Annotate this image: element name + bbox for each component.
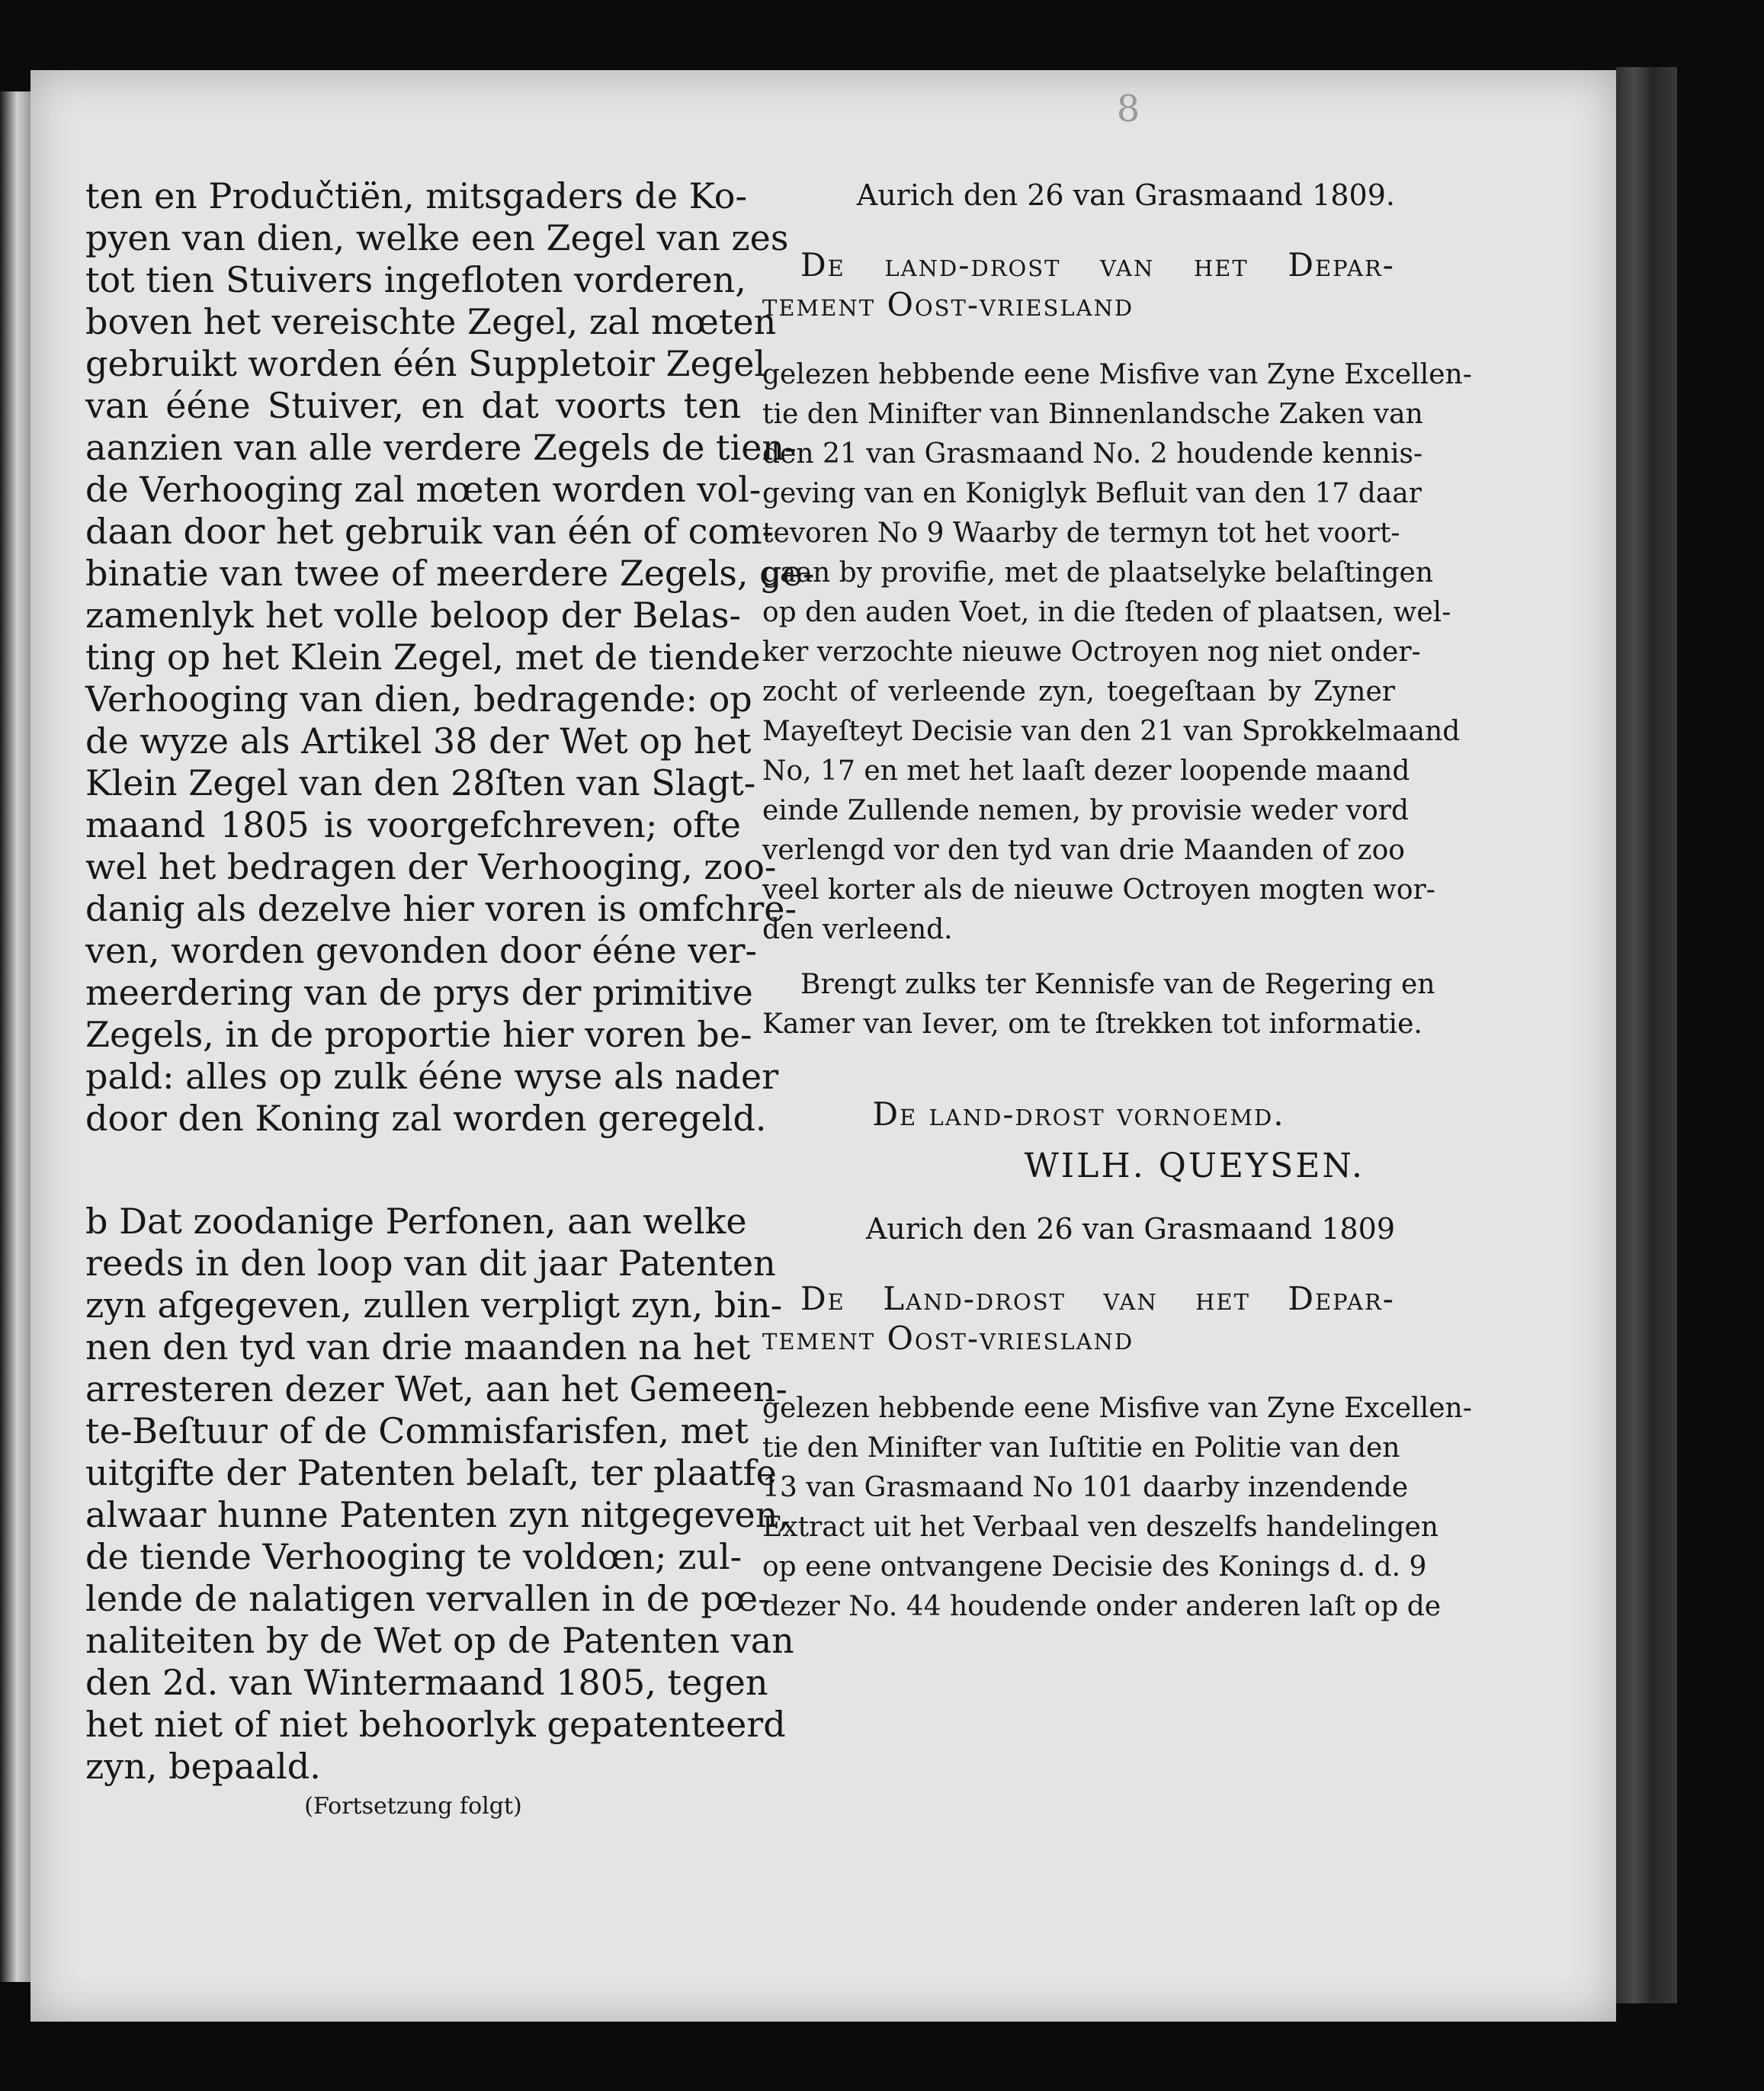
text-line: geving van en Koniglyk Befluit van den 17 daar — [762, 478, 1422, 509]
text-line: te-Beſtuur of de Commisfarisfen, met — [85, 1410, 749, 1451]
text-line: daan door het gebruik van één of com- — [85, 511, 775, 552]
text-line: zamenlyk het volle beloop der Belas- — [85, 595, 741, 636]
text-line: ting op het Klein Zegel, met de tiende — [85, 637, 761, 678]
text-line: zocht of verleende zyn, toegeſtaan by Zyner — [762, 676, 1395, 707]
text-line: gaan by provifie, met de plaatselyke belaſtingen — [762, 557, 1434, 588]
text-line: ker verzochte nieuwe Octroyen nog niet onder- — [762, 637, 1421, 668]
notice-closing-1 — [762, 965, 1435, 1044]
text-line: tie den Minifter van Iuſtitie en Politie van den — [762, 1432, 1400, 1464]
text-line: reeds in den loop van dit jaar Patenten — [85, 1243, 776, 1284]
text-line: zyn afgegeven, zullen verpligt zyn, bin- — [85, 1284, 783, 1326]
text-line: wel het bedragen der Verhooging, zoo- — [85, 846, 777, 887]
signature-title: De land-drost vornoemd. — [872, 1095, 1285, 1133]
notice-body-1 — [762, 355, 1472, 950]
continuation-note: (Fortsetzung folgt) — [304, 1793, 522, 1820]
section-heading: tement Oost-vriesland — [762, 1320, 1134, 1357]
text-line: ten en Produčtiën, mitsgaders de Ko- — [85, 175, 748, 216]
text-line: 13 van Grasmaand No 101 daarby inzendende — [762, 1472, 1409, 1503]
left-column — [85, 175, 815, 1826]
text-line: einde Zullende nemen, by provisie weder vord — [762, 795, 1410, 826]
text-line: maand 1805 is voorgefchreven; ofte — [85, 804, 741, 845]
text-line: No, 17 en met het laaſt dezer loopende maand — [762, 755, 1410, 787]
text-line: tot tien Stuivers ingefloten vorderen, — [85, 259, 746, 300]
text-line: gelezen hebbende eene Misfive van Zyne Excellen- — [762, 359, 1472, 390]
date-line: Aurich den 26 van Grasmaand 1809. — [856, 178, 1395, 212]
text-line: pyen van dien, welke een Zegel van zes — [85, 217, 789, 258]
text-line: tie den Minifter van Binnenlandsche Zaken van — [762, 399, 1423, 430]
text-line: Zegels, in de proportie hier voren be- — [85, 1014, 752, 1055]
left-page-edge — [0, 91, 30, 1982]
text-line: lende de nalatigen vervallen in de pœ- — [85, 1578, 770, 1619]
text-line: arresteren dezer Wet, aan het Gemeen- — [85, 1368, 787, 1410]
text-line: door den Koning zal worden geregeld. — [85, 1098, 767, 1139]
text-line: ven, worden gevonden door ééne ver- — [85, 930, 758, 971]
left-paragraph-2 — [85, 1201, 794, 1788]
right-column — [762, 175, 1472, 1627]
text-line: verlengd vor den tyd van drie Maanden of zoo — [762, 835, 1405, 866]
text-line: de tiende Verhooging te voldœn; zul- — [85, 1536, 742, 1577]
text-line: meerdering van de prys der primitive — [85, 972, 753, 1013]
text-line: Brengt zulks ter Kennisfe van de Regering en — [800, 969, 1435, 1000]
text-line: b Dat zoodanige Perfonen, aan welke — [85, 1201, 747, 1242]
text-line: de wyze als Artikel 38 der Wet op het — [85, 720, 752, 762]
text-line: veel korter als de nieuwe Octroyen mogten wor- — [762, 874, 1435, 906]
text-line: van ééne Stuiver, en dat voorts ten — [85, 385, 741, 426]
book-edge — [1616, 67, 1677, 2003]
text-line: danig als dezelve hier voren is omfchre- — [85, 888, 797, 929]
text-line: gebruikt worden één Suppletoir Zegel — [85, 343, 766, 384]
text-line: pald: alles op zulk ééne wyse als nader — [85, 1056, 779, 1097]
section-heading: De Land-drost van het Depar- — [800, 1280, 1395, 1317]
page-number: 8 — [1116, 88, 1140, 130]
text-line: uitgifte der Patenten belaſt, ter plaatfe — [85, 1452, 777, 1493]
text-line: aanzien van alle verdere Zegels de tien- — [85, 427, 797, 468]
left-paragraph-1 — [85, 175, 815, 1140]
text-line: alwaar hunne Patenten zyn nitgegeven, — [85, 1494, 790, 1535]
text-line: den 21 van Grasmaand No. 2 houdende kennis- — [762, 438, 1423, 470]
text-line: naliteiten by de Wet op de Patenten van — [85, 1620, 794, 1661]
text-line: den 2d. van Wintermaand 1805, tegen — [85, 1662, 768, 1703]
text-line: Verhooging van dien, bedragende: op — [85, 678, 752, 720]
text-line: nen den tyd van drie maanden na het — [85, 1326, 751, 1368]
section-heading: tement Oost-vriesland — [762, 286, 1134, 323]
text-line: Klein Zegel van den 28ſten van Slagt- — [85, 762, 756, 803]
section-heading: De land-drost van het Depar- — [800, 246, 1395, 284]
date-line: Aurich den 26 van Grasmaand 1809 — [865, 1212, 1395, 1246]
text-line: den verleend. — [762, 914, 953, 945]
text-line: binatie van twee of meerdere Zegels, ge- — [85, 553, 815, 594]
text-line: Kamer van Iever, om te ſtrekken tot informatie. — [762, 1009, 1422, 1040]
text-line: gelezen hebbende eene Misfive van Zyne Excellen- — [762, 1393, 1472, 1424]
text-line: op eene ontvangene Decisie des Konings d. d. 9 — [762, 1551, 1427, 1583]
signature-name: WILH. QUEYSEN. — [1024, 1147, 1365, 1185]
text-line: dezer No. 44 houdende onder anderen laſt op de — [762, 1591, 1442, 1622]
text-line: boven het vereischte Zegel, zal mœten — [85, 301, 777, 342]
text-line: de Verhooging zal mœten worden vol- — [85, 469, 762, 510]
text-line: zyn, bepaald. — [85, 1746, 321, 1787]
text-line: Mayeſteyt Decisie van den 21 van Sprokkelmaand — [762, 716, 1461, 747]
text-line: het niet of niet behoorlyk gepatenteerd — [85, 1704, 786, 1745]
text-line: Extract uit het Verbaal ven deszelfs handelingen — [762, 1512, 1438, 1543]
text-line: tevoren No 9 Waarby de termyn tot het voort- — [762, 518, 1400, 549]
text-line: op den auden Voet, in die ſteden of plaatsen, wel- — [762, 597, 1451, 628]
notice-body-2 — [762, 1389, 1472, 1627]
